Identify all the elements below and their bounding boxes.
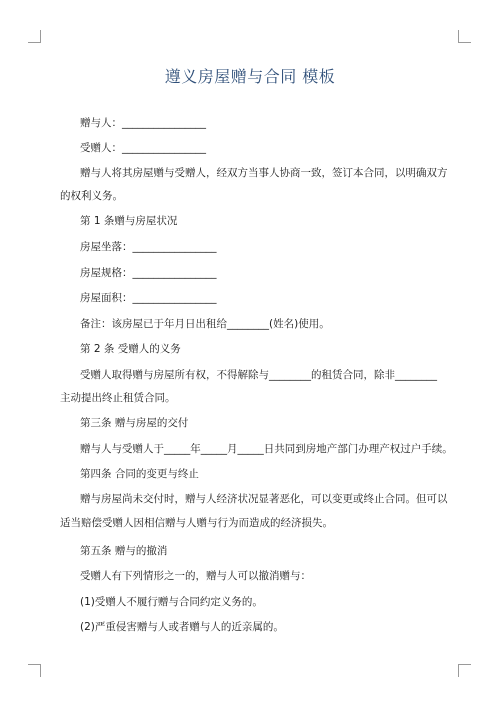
- page-corner-mark-bottom-left: [28, 664, 41, 677]
- remark-line: 备注：该房屋已于年月日出租给________(姓名)使用。: [80, 318, 330, 330]
- page-corner-mark-bottom-right: [458, 664, 471, 677]
- paragraph-line: 赠与人将其房屋赠与受赠人，经双方当事人协商一致，签订本合同，以明确双方: [80, 167, 448, 179]
- page-corner-mark-top-left: [28, 30, 41, 43]
- paragraph-line: 的权利义务。: [60, 190, 123, 202]
- paragraph-line: 赠与房屋尚未交付时，赠与人经济状况显著恶化，可以变更或终止合同。但可以: [80, 493, 448, 505]
- house-spec-field: 房屋规格：________________: [80, 267, 217, 279]
- house-area-field: 房屋面积：________________: [80, 292, 217, 304]
- list-item: (1)受赠人不履行赠与合同约定义务的。: [80, 596, 263, 608]
- paragraph-line: 适当赔偿受赠人因相信赠与人赠与行为而造成的经济损失。: [60, 517, 333, 529]
- section-heading: 第三条 赠与房屋的交付: [80, 417, 189, 429]
- paragraph-line: 受赠人有下列情形之一的，赠与人可以撤消赠与：: [80, 570, 311, 582]
- donee-field: 受赠人：________________: [80, 142, 206, 154]
- paragraph-line: 赠与人与受赠人于_____年_____月_____日共同到房地产部门办理产权过户手续。: [80, 443, 453, 455]
- section-heading: 第 1 条赠与房屋状况: [80, 215, 178, 227]
- paragraph-line: 受赠人取得赠与房屋所有权，不得解除与________的租赁合同，除非________: [80, 369, 437, 381]
- donor-field: 赠与人：________________: [80, 117, 206, 129]
- section-heading: 第五条 赠与的撤消: [80, 545, 168, 557]
- section-heading: 第四条 合同的变更与终止: [80, 468, 199, 480]
- page-corner-mark-top-right: [458, 30, 471, 43]
- document-title: 遵义房屋赠与合同 模板: [164, 67, 336, 86]
- house-location-field: 房屋坐落：________________: [80, 241, 217, 253]
- list-item: (2)严重侵害赠与人或者赠与人的近亲属的。: [80, 621, 284, 633]
- section-heading: 第 2 条 受赠人的义务: [80, 343, 181, 355]
- paragraph-line: 主动提出终止租赁合同。: [60, 392, 176, 404]
